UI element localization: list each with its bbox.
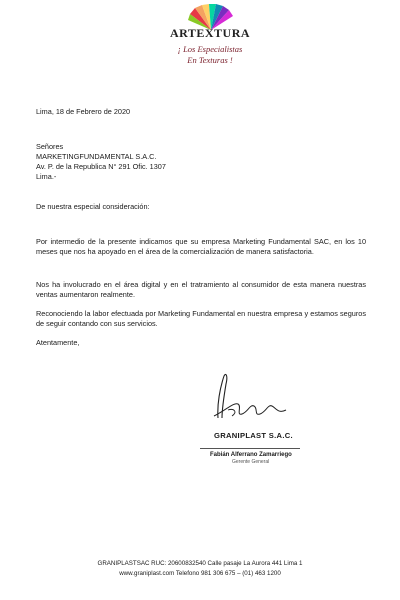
letter-paragraph: Nos ha involucrado en el área digital y en el tratramiento al consumidor de esta manera nuestras ventas aumentaron realmente. <box>36 280 366 299</box>
letter-greeting: De nuestra especial consideración: <box>36 202 150 211</box>
recipient-city: Lima.- <box>36 172 57 181</box>
recipient-address: Av. P. de la Republica N° 291 Ofic. 1307 <box>36 162 166 171</box>
handwritten-signature <box>208 370 288 422</box>
logo-brand-name: ARTEXTURA <box>169 26 251 40</box>
letter-date: Lima, 18 de Febrero de 2020 <box>36 107 131 116</box>
letter-closing: Atentamente, <box>36 338 80 347</box>
logo-tagline-1: ¡ Los Especialistas <box>177 44 243 54</box>
signer-role: Gerente General <box>232 459 270 465</box>
footer-contact: www.graniplast.com Telefono 981 306 675 – (01) 463 1200 <box>119 570 281 577</box>
company-logo <box>150 4 270 70</box>
footer-address: GRANIPLASTSAC RUC: 20600832540 Calle pasaje La Aurora 441 Lima 1 <box>97 560 303 567</box>
signature-company: GRANIPLAST S.A.C. <box>214 431 293 440</box>
recipient-company: MARKETINGFUNDAMENTAL S.A.C. <box>36 152 157 161</box>
letter-paragraph: Reconociendo la labor efectuada por Marketing Fundamental en nuestra empresa y estamos seguros de seguir contando con sus servicios. <box>36 309 366 328</box>
recipient-salutation: Señores <box>36 142 64 151</box>
signature-line <box>200 448 300 449</box>
signer-name: Fabián Alferrano Zamarriego <box>210 452 292 458</box>
letter-paragraph: Por intermedio de la presente indicamos que su empresa Marketing Fundamental SAC, en los 10 meses que nos ha apoyado en el área de la comercialización de manera satisfactoria. <box>36 237 366 256</box>
logo-tagline-2: En Texturas ! <box>187 55 233 65</box>
